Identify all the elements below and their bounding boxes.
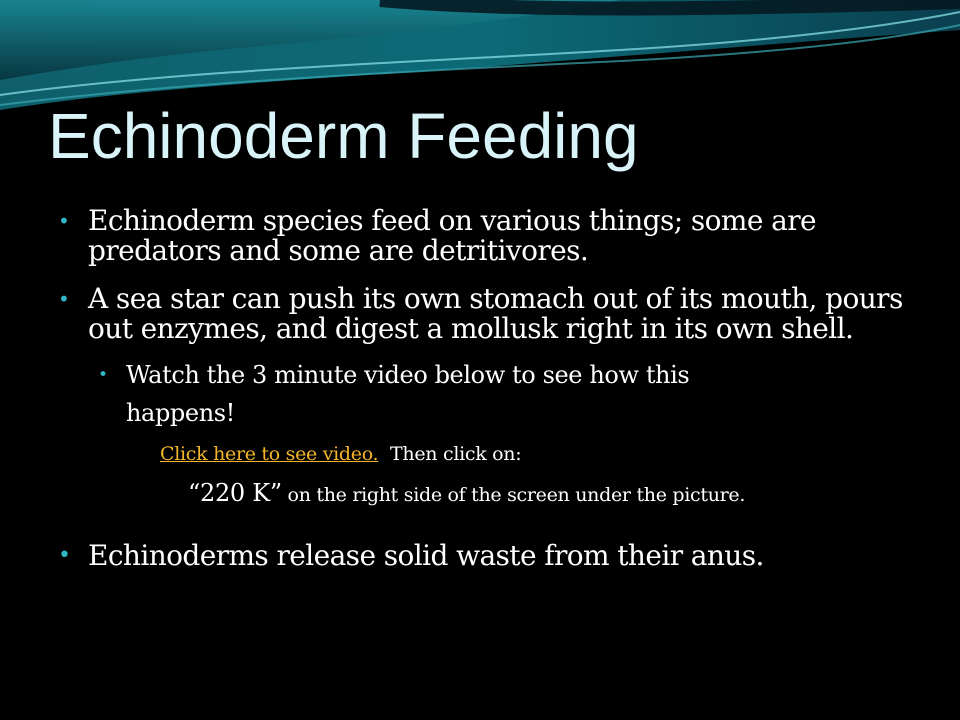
then-click-text: Then click on: <box>390 443 522 465</box>
video-link-line <box>160 440 908 468</box>
bullet-waste <box>58 540 908 572</box>
sub-bullet-marker: • <box>98 365 108 385</box>
sub-bullet-video <box>98 356 786 432</box>
video-note-line <box>188 478 908 510</box>
bullet-text: Echinoderms release solid waste from their anus. <box>88 539 764 572</box>
bullet-sea-star <box>58 284 908 344</box>
bullet-text: A sea star can push its own stomach out of its mouth, pours out enzymes, and digest a mollusk right in its own shell. <box>88 282 903 345</box>
sub-bullet-text: Watch the 3 minute video below to see how this happens! <box>126 361 690 427</box>
bullet-marker: • <box>58 543 71 568</box>
bullet-feeding-types <box>58 206 908 266</box>
slide-content <box>58 206 908 572</box>
note-text: on the right side of the screen under the picture. <box>281 484 746 506</box>
bullet-text: Echinoderm species feed on various things; some are predators and some are detritivores. <box>88 204 816 267</box>
bullet-marker: • <box>58 209 70 233</box>
video-link[interactable]: Click here to see video. <box>160 443 379 465</box>
slide-title: Echinoderm Feeding <box>48 100 639 172</box>
bullet-marker: • <box>58 287 70 311</box>
note-quoted-value: “220 K” <box>188 479 282 507</box>
